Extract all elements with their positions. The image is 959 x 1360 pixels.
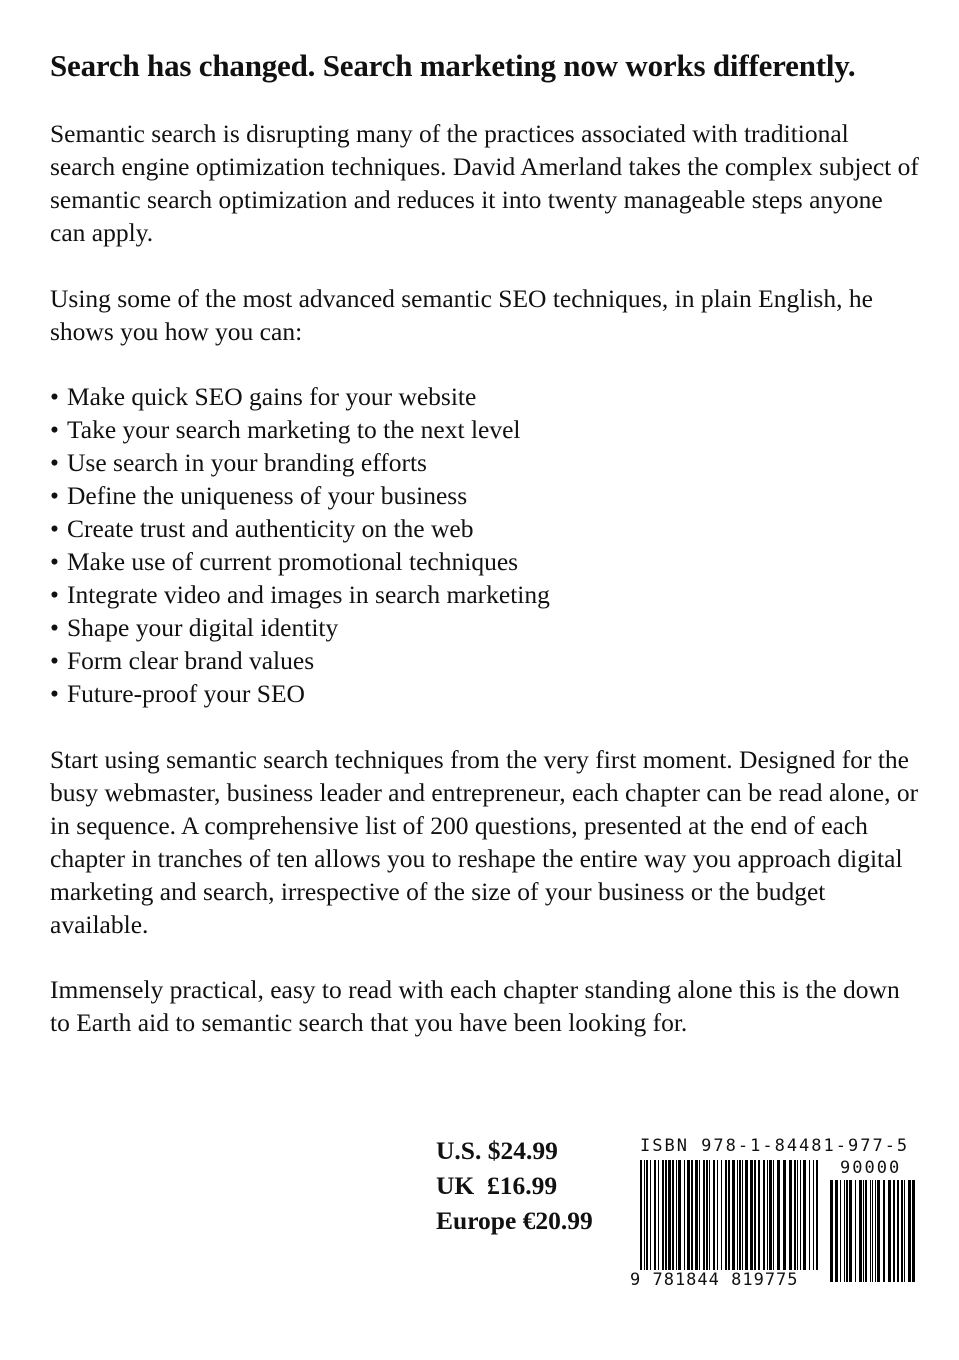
list-item: • Create trust and authenticity on the web	[50, 514, 474, 543]
barcode-bar	[750, 1160, 753, 1270]
barcode-bar	[684, 1160, 685, 1270]
bullet-icon: •	[50, 448, 59, 477]
bullet-icon: •	[50, 382, 59, 411]
price-us: U.S. $24.99	[436, 1136, 558, 1165]
barcode-bar	[893, 1180, 895, 1282]
list-item: • Define the uniqueness of your business	[50, 481, 468, 510]
barcode-bar	[739, 1160, 741, 1270]
barcode-bar	[777, 1160, 780, 1270]
barcode-bar	[872, 1180, 873, 1282]
barcode-bar	[665, 1160, 667, 1270]
barcode-bar	[855, 1180, 856, 1282]
isbn-barcode	[630, 1136, 920, 1306]
list-item: • Make use of current promotional techniques	[50, 547, 519, 576]
isbn-label: ISBN 978-1-84481-977-5	[640, 1136, 910, 1156]
barcode-bar	[695, 1160, 698, 1270]
barcode-bar	[644, 1160, 645, 1270]
barcode-bar	[758, 1160, 760, 1270]
barcode-bar	[709, 1160, 710, 1270]
barcode-bar	[800, 1160, 801, 1270]
barcode-bar	[646, 1160, 648, 1270]
barcode-bar	[742, 1160, 743, 1270]
list-item: • Form clear brand values	[50, 646, 315, 675]
barcode-bar	[912, 1180, 915, 1282]
barcode-bar	[703, 1160, 705, 1270]
barcode-bar	[769, 1160, 772, 1270]
barcode-bar	[650, 1160, 651, 1270]
bullet-icon: •	[50, 415, 59, 444]
price-uk: UK £16.99	[436, 1171, 558, 1200]
ean-digits: 9 781844 819775	[630, 1270, 799, 1290]
bullet-icon: •	[50, 514, 59, 543]
barcode-bar	[706, 1160, 708, 1270]
barcode-bar	[888, 1180, 891, 1282]
addon-barcode-graphic	[828, 1180, 916, 1282]
bullet-icon: •	[50, 646, 59, 675]
barcode-bar	[904, 1180, 905, 1282]
barcode-bar	[668, 1160, 671, 1270]
ean-barcode-graphic	[638, 1160, 821, 1282]
barcode-bar	[717, 1160, 718, 1270]
barcode-bar	[849, 1180, 852, 1282]
barcode-bar	[763, 1160, 765, 1270]
barcode-bar	[865, 1180, 867, 1282]
barcode-bar	[870, 1180, 871, 1282]
barcode-bar	[713, 1160, 715, 1270]
barcode-bar	[830, 1180, 833, 1282]
barcode-bar	[745, 1160, 748, 1270]
barcode-bar	[732, 1160, 735, 1270]
bullet-icon: •	[50, 679, 59, 708]
barcode-bar	[687, 1160, 690, 1270]
barcode-bar	[783, 1160, 786, 1270]
headline: Search has changed. Search marketing now works differently.	[50, 48, 856, 83]
barcode-bar	[658, 1160, 659, 1270]
list-item: • Use search in your branding efforts	[50, 448, 427, 477]
barcode-bar	[863, 1180, 864, 1282]
barcode-bar	[794, 1160, 796, 1270]
barcode-bar	[835, 1180, 838, 1282]
barcode-bar	[699, 1160, 700, 1270]
body-paragraph: Start using semantic search techniques from the very first moment. Designed for the busy webmaster, business leader and entrepreneur, each chapter can be read alone, or in sequence. A comprehensive list of 200 questions, presented at the end of each chapter in tranches of ten allows you to reshape the entire way you approach digital marketing and search, irrespective of the size of your business or the budget available.	[50, 745, 919, 939]
barcode-bar	[809, 1160, 810, 1270]
barcode-bar	[676, 1160, 677, 1270]
barcode-bar	[908, 1180, 911, 1282]
barcode-bar	[654, 1160, 656, 1270]
barcode-bar	[846, 1180, 848, 1282]
barcode-bar	[767, 1160, 768, 1270]
barcode-bar	[640, 1160, 642, 1270]
bullet-icon: •	[50, 580, 59, 609]
barcode-bar	[897, 1180, 899, 1282]
barcode-bar	[789, 1160, 792, 1270]
price-europe: Europe €20.99	[436, 1206, 593, 1235]
list-item: • Future-proof your SEO	[50, 679, 305, 708]
lead-in-paragraph: Using some of the most advanced semantic SEO techniques, in plain English, he shows you how you can:	[50, 284, 873, 346]
closing-paragraph: Immensely practical, easy to read with each chapter standing alone this is the down to Earth aid to semantic search that you have been looking for.	[50, 975, 900, 1037]
barcode-bar	[662, 1160, 664, 1270]
barcode-bar	[678, 1160, 681, 1270]
barcode-bar	[728, 1160, 730, 1270]
barcode-bar	[840, 1180, 841, 1282]
bullet-icon: •	[50, 613, 59, 642]
list-item: • Shape your digital identity	[50, 613, 339, 642]
barcode-bar	[773, 1160, 774, 1270]
barcode-bar	[803, 1160, 806, 1270]
barcode-bar	[691, 1160, 693, 1270]
list-item: • Integrate video and images in search marketing	[50, 580, 550, 609]
price-block	[436, 1133, 593, 1238]
barcode-bar	[754, 1160, 756, 1270]
benefits-list	[50, 380, 550, 710]
barcode-bar	[844, 1180, 845, 1282]
barcode-bar	[672, 1160, 674, 1270]
barcode-bar	[797, 1160, 798, 1270]
barcode-bar	[813, 1160, 814, 1270]
barcode-bar	[901, 1180, 903, 1282]
barcode-bar	[725, 1160, 727, 1270]
bullet-icon: •	[50, 547, 59, 576]
barcode-bar	[883, 1180, 885, 1282]
barcode-bar	[877, 1180, 880, 1282]
intro-paragraph: Semantic search is disrupting many of the practices associated with traditional search engine optimization techniques. David Amerland takes the complex subject of semantic search optimization and reduces it into twenty manageable steps anyone can apply.	[50, 119, 919, 247]
list-item: • Make quick SEO gains for your website	[50, 382, 477, 411]
barcode-bar	[875, 1180, 876, 1282]
barcode-bar	[737, 1160, 738, 1270]
list-item: • Take your search marketing to the next level	[50, 415, 521, 444]
bullet-icon: •	[50, 481, 59, 510]
price-addon-code: 90000	[840, 1158, 902, 1178]
barcode-bar	[816, 1160, 818, 1270]
barcode-bar	[721, 1160, 722, 1270]
barcode-bar	[859, 1180, 862, 1282]
